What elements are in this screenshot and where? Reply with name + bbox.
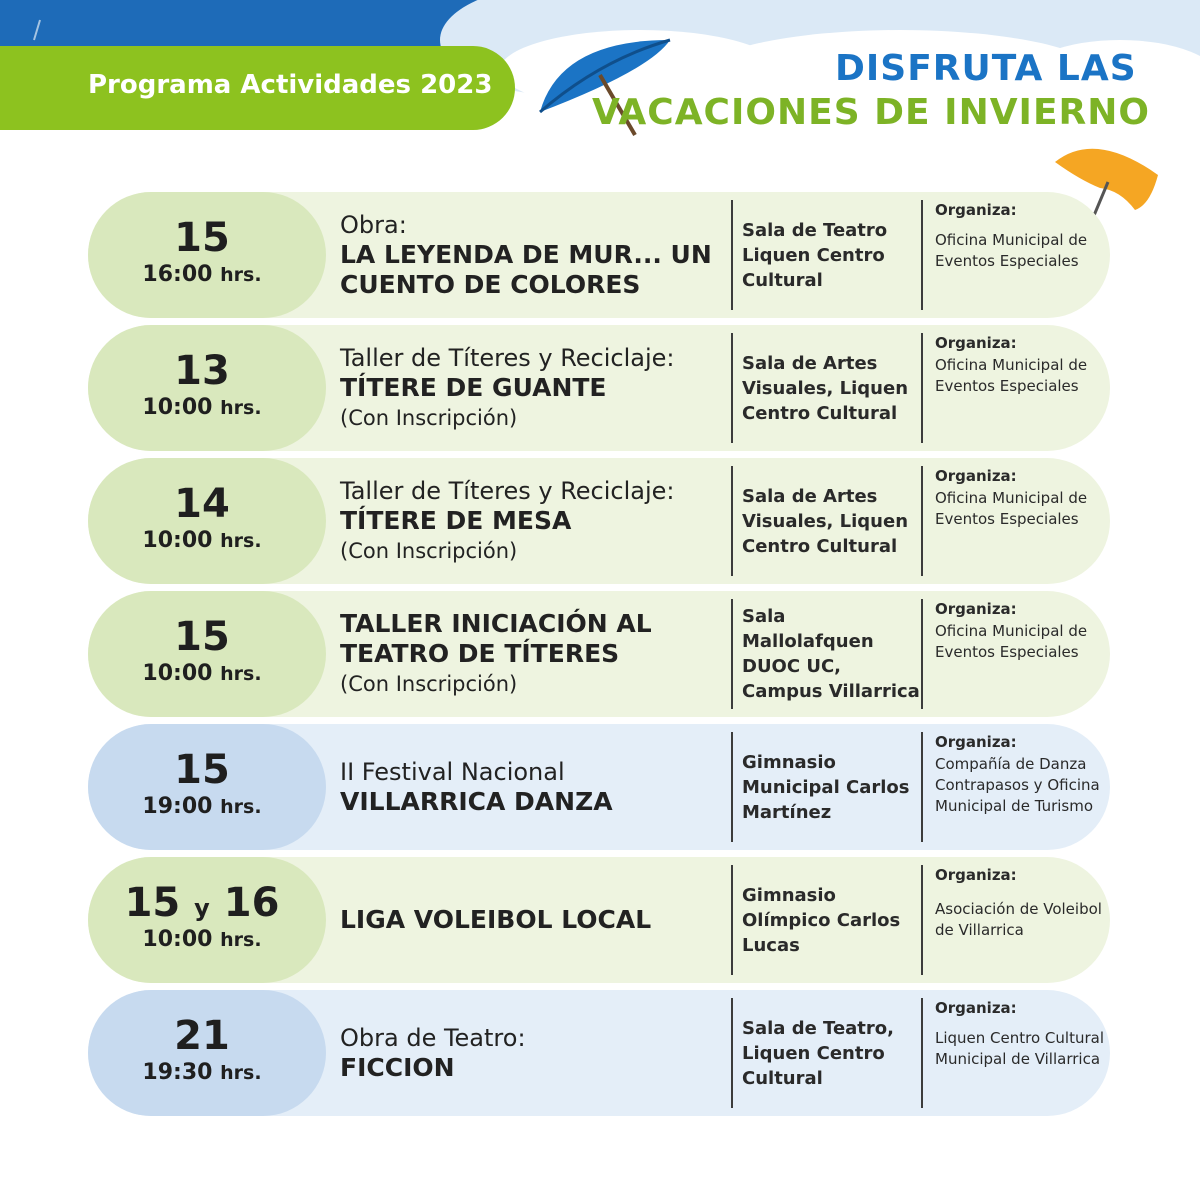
column-divider [921,200,923,310]
event-day: 13 [174,348,230,394]
event-time [88,661,316,686]
time-unit: hrs. [220,796,262,818]
column-divider [731,333,733,443]
organizer-name: Oficina Municipal de Eventos Especiales [935,622,1088,661]
organizer-block [935,998,1105,1108]
event-note: (Con Inscripción) [340,539,518,563]
event-row [88,325,1110,451]
event-time [88,262,316,287]
column-divider [921,466,923,576]
organizer-label: Organiza: [935,201,1017,219]
organizer-name: Compañía de Danza Contrapasos y Oficina Municipal de Turismo [935,755,1100,815]
event-info [340,466,730,576]
event-info [340,599,730,709]
event-info [340,200,730,310]
organizer-block [935,466,1105,576]
organizer-label: Organiza: [935,334,1017,352]
time-unit: hrs. [220,530,262,552]
event-title: TÍTERE DE MESA [340,506,572,535]
event-venue: Sala de Teatro Liquen Centro Cultural [742,219,888,291]
event-day-start: 15 [124,880,181,926]
event-title: TÍTERE DE GUANTE [340,373,607,402]
time-unit: hrs. [220,397,262,419]
event-day: 15 [174,614,230,660]
event-day: 15 [174,747,230,793]
event-title: VILLARRICA DANZA [340,787,613,816]
event-time [88,1060,316,1085]
organizer-block [935,865,1105,975]
event-title: LA LEYENDA DE MUR... UN CUENTO DE COLORES [340,240,712,299]
event-info [340,998,730,1108]
organizer-label: Organiza: [935,999,1017,1017]
event-type: II Festival Nacional [340,758,565,786]
event-venue: Sala de Artes Visuales, Liquen Centro Cultural [742,485,909,557]
event-title: FICCION [340,1053,455,1082]
time-unit: hrs. [220,1062,262,1084]
organizer-name: Liquen Centro Cultural Municipal de Villarrica [935,1029,1104,1068]
event-title: TALLER INICIACIÓN AL TEATRO DE TÍTERES [340,609,652,668]
event-time [88,528,316,553]
organizer-block [935,599,1105,709]
organizer-name: Oficina Municipal de Eventos Especiales [935,231,1088,270]
organizer-block [935,200,1105,310]
column-divider [731,998,733,1108]
event-info [340,333,730,443]
event-venue: Sala de Artes Visuales, Liquen Centro Cultural [742,352,909,424]
event-note: (Con Inscripción) [340,406,518,430]
event-venue: Sala Mallolafquen DUOC UC, Campus Villarrica [742,606,920,702]
event-title: LIGA VOLEIBOL LOCAL [340,905,652,934]
program-title: Programa Actividades 2023 [88,70,493,100]
column-divider [921,865,923,975]
event-type: Taller de Títeres y Reciclaje: [340,344,675,372]
column-divider [921,732,923,842]
event-row [88,591,1110,717]
event-day: 21 [174,1013,230,1059]
event-type: Obra de Teatro: [340,1024,526,1052]
event-day: 15 [174,215,230,261]
day-connector: y [194,894,210,922]
event-row [88,192,1110,318]
event-info [340,732,730,842]
event-row [88,724,1110,850]
headline-line-1: DISFRUTA LAS [835,48,1137,89]
time-unit: hrs. [220,264,262,286]
headline-line-2: VACACIONES DE INVIERNO [592,92,1150,133]
column-divider [731,599,733,709]
event-note: (Con Inscripción) [340,672,518,696]
event-time [88,927,316,952]
column-divider [921,599,923,709]
event-day [88,881,316,930]
time-value: 19:00 [142,794,213,819]
time-value: 10:00 [142,395,213,420]
time-unit: hrs. [220,929,262,951]
event-type: Taller de Títeres y Reciclaje: [340,477,675,505]
organizer-block [935,732,1105,842]
organizer-label: Organiza: [935,600,1017,618]
event-time [88,794,316,819]
time-value: 16:00 [142,262,213,287]
organizer-label: Organiza: [935,866,1017,884]
time-value: 10:00 [142,528,213,553]
column-divider [731,732,733,842]
organizer-label: Organiza: [935,467,1017,485]
column-divider [921,333,923,443]
event-row [88,857,1110,983]
column-divider [731,865,733,975]
event-venue: Sala de Teatro, Liquen Centro Cultural [742,1017,894,1089]
event-time [88,395,316,420]
organizer-name: Oficina Municipal de Eventos Especiales [935,356,1088,395]
event-venue: Gimnasio Olímpico Carlos Lucas [742,884,901,956]
time-value: 10:00 [142,661,213,686]
event-day: 14 [174,481,230,527]
organizer-name: Asociación de Voleibol de Villarrica [935,900,1102,939]
time-value: 19:30 [142,1060,213,1085]
organizer-name: Oficina Municipal de Eventos Especiales [935,489,1088,528]
event-row [88,458,1110,584]
event-info [340,865,730,975]
event-row [88,990,1110,1116]
event-type: Obra: [340,211,407,239]
column-divider [921,998,923,1108]
column-divider [731,466,733,576]
event-day-end: 16 [223,880,280,926]
event-venue: Gimnasio Municipal Carlos Martínez [742,751,910,823]
column-divider [731,200,733,310]
organizer-label: Organiza: [935,733,1017,751]
organizer-block [935,333,1105,443]
time-unit: hrs. [220,663,262,685]
time-value: 10:00 [142,927,213,952]
